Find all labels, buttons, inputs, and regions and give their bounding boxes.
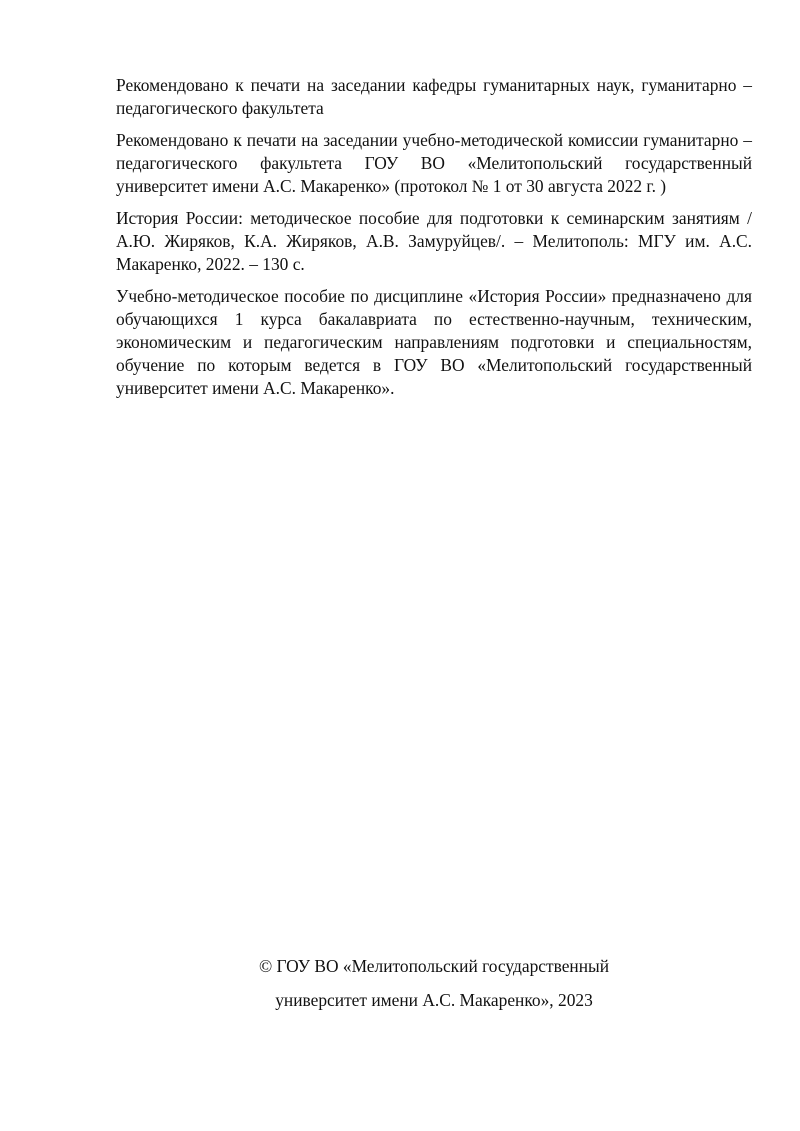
copyright-notice (116, 955, 752, 1012)
recommendation-commission: Рекомендовано к печати на заседании учебно-методической комиссии гуманитарно – педагогического факультета ГОУ ВО «Мелитопольский государственный университет имени А.С. Макаренко» (протокол № 1 от 30 августа 2022 г. ) (116, 130, 752, 196)
bibliographic-reference: История России: методическое пособие для подготовки к семинарским занятиям / А.Ю. Жиряков, К.А. Жиряков, А.В. Замуруйцев/. – Мелитополь: МГУ им. А.С. Макаренко, 2022. – 130 с. (116, 208, 752, 274)
copyright-line-1: © ГОУ ВО «Мелитопольский государственный (258, 956, 610, 976)
recommendation-department: Рекомендовано к печати на заседании кафедры гуманитарных наук, гуманитарно – педагогического факультета (116, 75, 752, 118)
annotation: Учебно-методическое пособие по дисциплине «История России» предназначено для обучающихся 1 курса бакалавриата по естественно-научным, техническим, экономическим и педагогическим направлениям подготовки и специальностям, обучение по которым ведется в ГОУ ВО «Мелитопольский государственный университет имени А.С. Макаренко». (116, 286, 752, 398)
document-body (116, 74, 752, 409)
copyright-line-2: университет имени А.С. Макаренко», 2023 (275, 990, 593, 1010)
